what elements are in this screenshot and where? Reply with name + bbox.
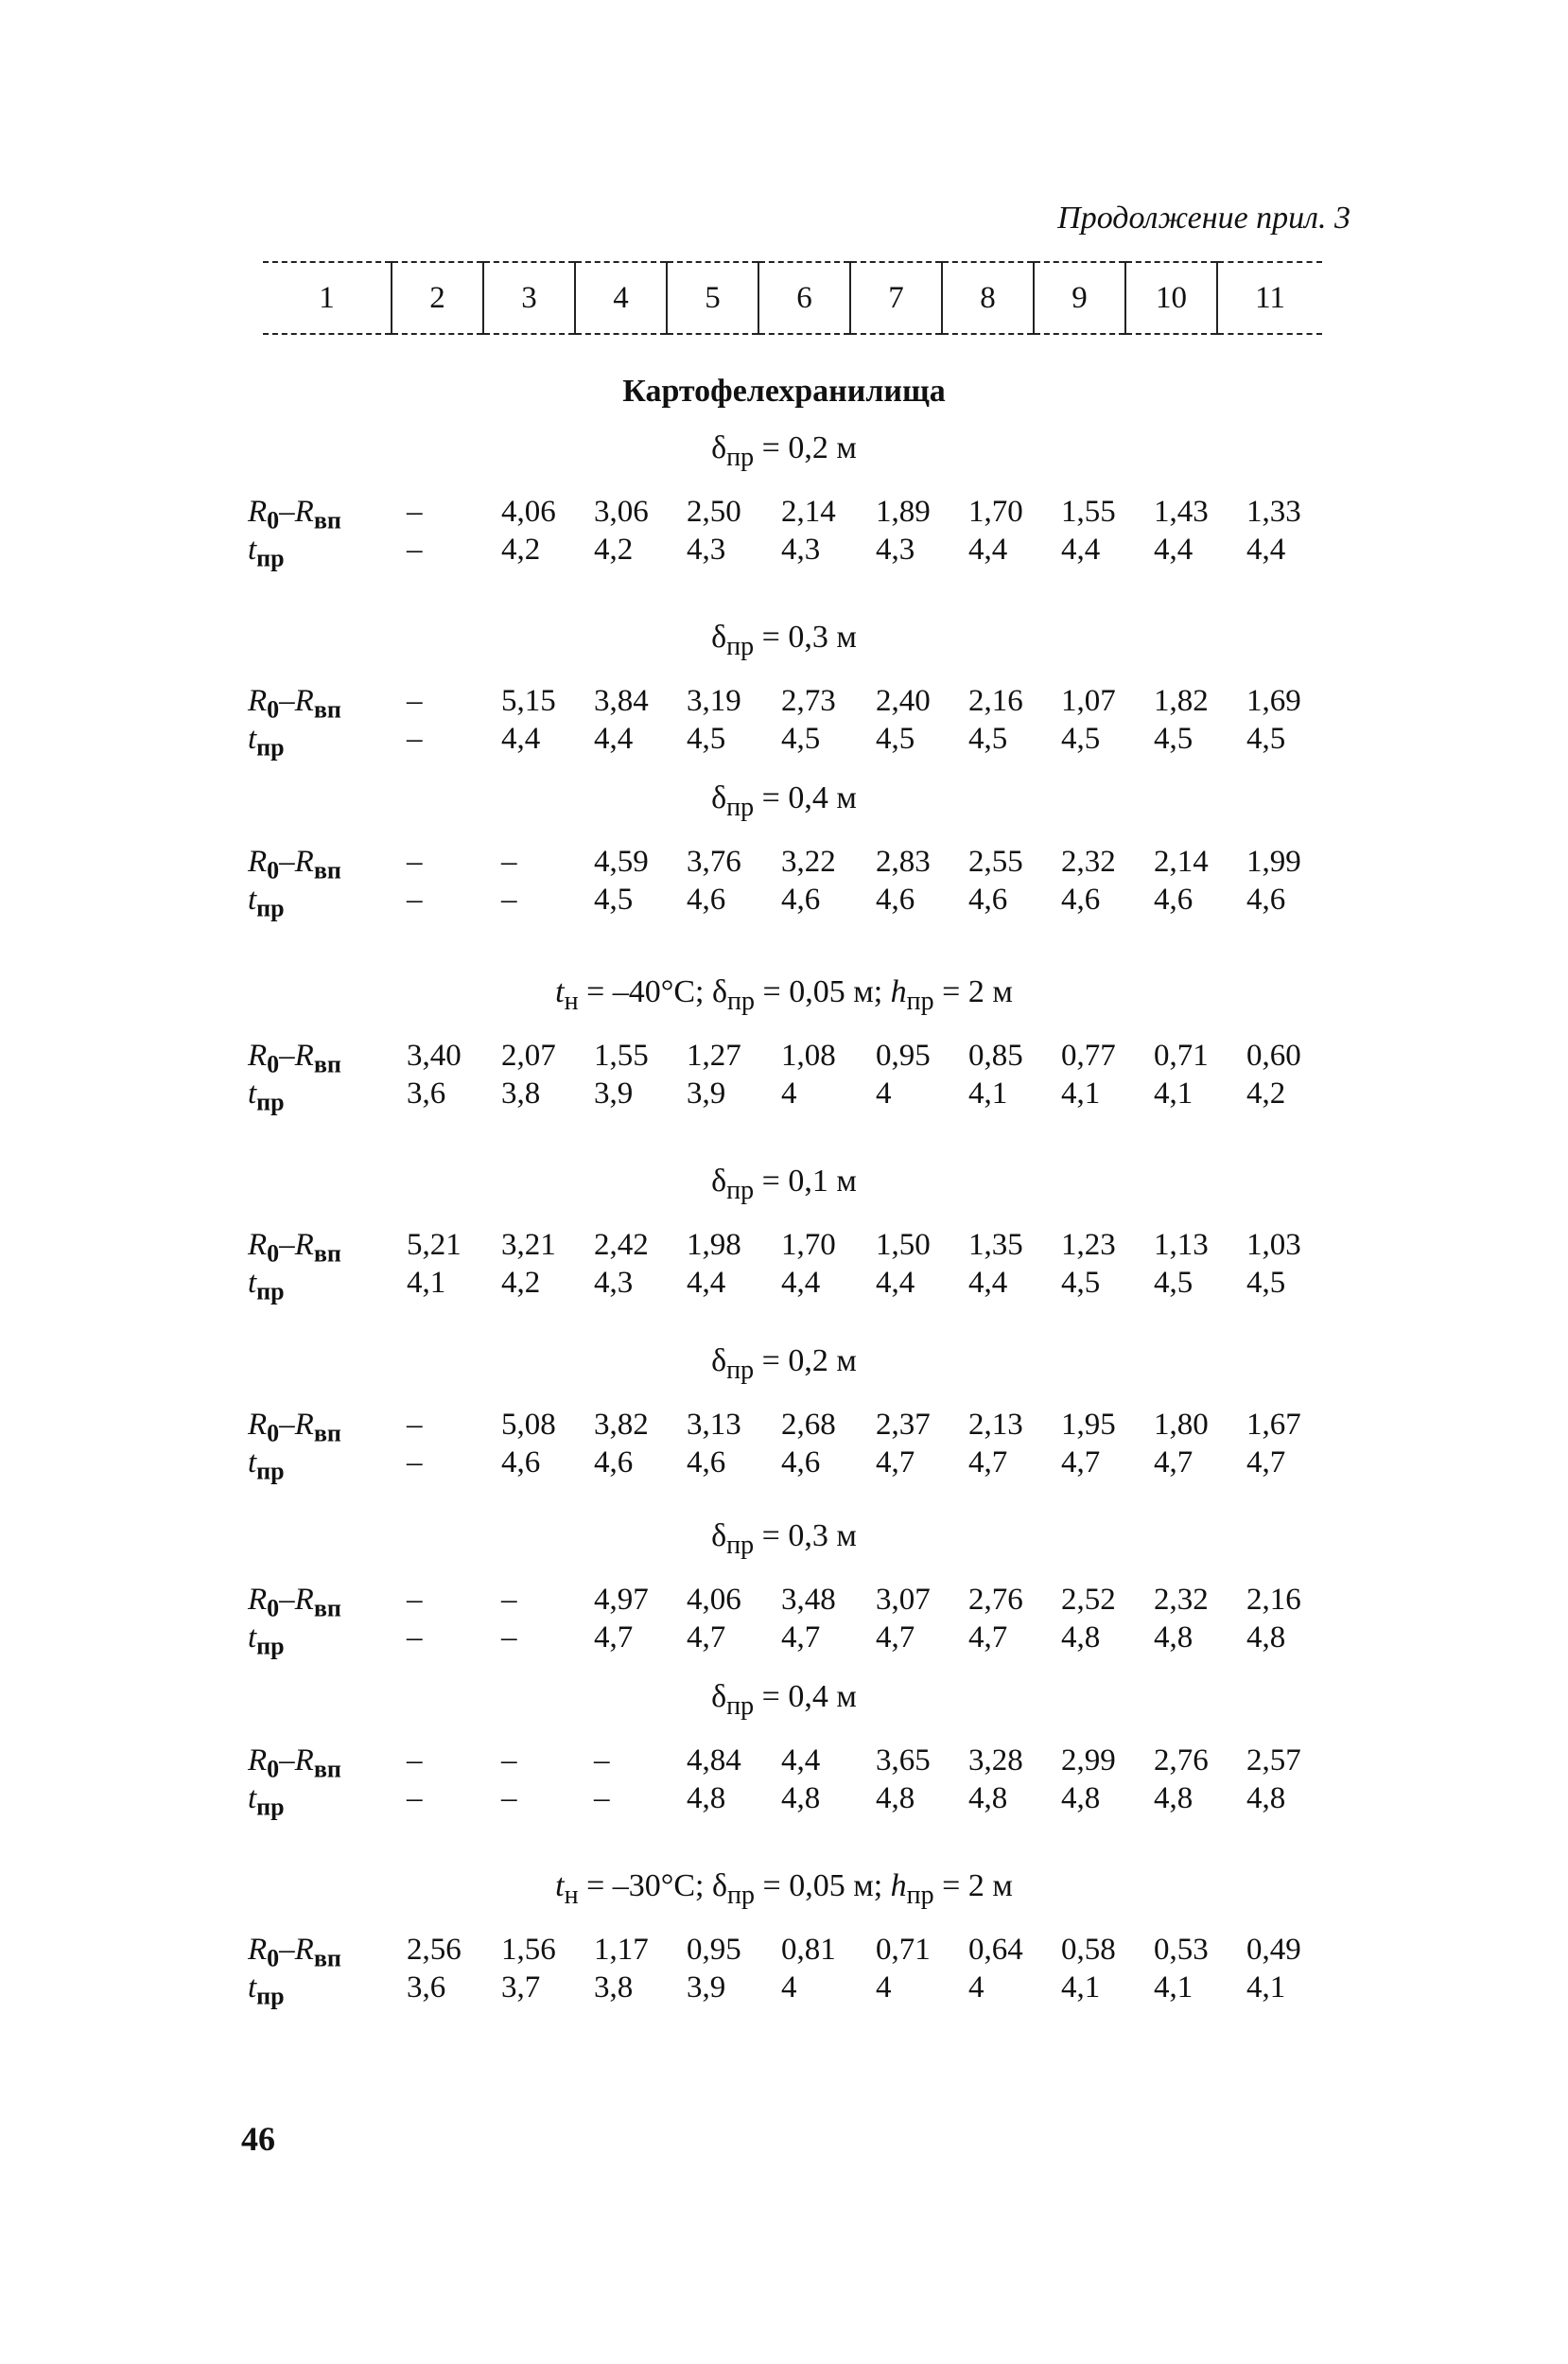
value-cell: 1,56 (501, 1933, 556, 1967)
value-cell: 2,56 (407, 1933, 462, 1967)
value-cell: 1,35 (968, 1228, 1023, 1262)
value-cell: 3,48 (781, 1583, 836, 1617)
value-cell: 3,76 (687, 845, 741, 879)
row-label-resistance: $R_0-R_{вп}$ (248, 1583, 341, 1622)
value-cell: 4,97 (594, 1583, 649, 1617)
resistance-row (0, 1039, 1568, 1077)
condition-heading: $t_н = -40^\circ С$; $\delta_{пр} = 0,05$ м; $h_{пр} = 2$ м (555, 974, 1013, 1016)
value-cell: 4,7 (781, 1620, 821, 1655)
value-cell: 2,99 (1061, 1743, 1116, 1777)
row-label-temperature: $t_{пр}$ (248, 883, 285, 922)
row-label-temperature: $t_{пр}$ (248, 533, 285, 572)
value-cell: 3,06 (594, 495, 649, 529)
value-cell: – (501, 1583, 517, 1617)
value-cell: 4,6 (781, 1445, 821, 1480)
value-cell: 1,67 (1246, 1408, 1301, 1442)
value-cell: 1,99 (1246, 845, 1301, 879)
column-header-7: 7 (850, 262, 942, 334)
value-cell: 4,2 (594, 533, 634, 567)
resistance-row (0, 684, 1568, 722)
temperature-row (0, 722, 1568, 760)
value-cell: 4,5 (1154, 722, 1193, 756)
column-header-10: 10 (1125, 262, 1217, 334)
row-label-temperature: $t_{пр}$ (248, 1781, 285, 1821)
value-cell: 4 (876, 1970, 892, 2005)
column-header-9: 9 (1034, 262, 1125, 334)
value-cell: 4,1 (1061, 1970, 1101, 2005)
value-cell: – (501, 845, 517, 879)
temperature-row (0, 1970, 1568, 2008)
column-header-11: 11 (1217, 262, 1322, 334)
value-cell: 5,15 (501, 684, 556, 718)
value-cell: 4,8 (1061, 1620, 1101, 1655)
value-cell: 4,1 (1154, 1970, 1193, 2005)
condition-heading: $\delta_{пр} = 0,1$ м (711, 1164, 857, 1205)
row-label-temperature: $t_{пр}$ (248, 722, 285, 762)
resistance-row (0, 1228, 1568, 1266)
value-cell: 3,6 (407, 1970, 446, 2005)
value-cell: 3,9 (687, 1077, 726, 1111)
value-cell: 3,13 (687, 1408, 741, 1442)
value-cell: 3,21 (501, 1228, 556, 1262)
condition-heading: $\delta_{пр} = 0,3$ м (711, 1518, 857, 1560)
value-cell: – (501, 1743, 517, 1777)
row-label-resistance: $R_0-R_{вп}$ (248, 1933, 341, 1972)
value-cell: 3,8 (594, 1970, 634, 2005)
value-cell: 1,98 (687, 1228, 741, 1262)
temperature-row (0, 1620, 1568, 1658)
column-header-8: 8 (942, 262, 1034, 334)
resistance-row (0, 845, 1568, 883)
value-cell: 4,3 (781, 533, 821, 567)
value-cell: 4,8 (1154, 1620, 1193, 1655)
row-label-temperature: $t_{пр}$ (248, 1620, 285, 1660)
value-cell: 4,8 (1061, 1781, 1101, 1815)
value-cell: 3,8 (501, 1077, 541, 1111)
value-cell: 4,8 (687, 1781, 726, 1815)
value-cell: 4,6 (781, 883, 821, 917)
value-cell: 4,4 (781, 1266, 821, 1300)
temperature-row (0, 533, 1568, 570)
row-label-temperature: $t_{пр}$ (248, 1266, 285, 1305)
condition-heading: $\delta_{пр} = 0,4$ м (711, 1679, 857, 1721)
resistance-row (0, 1743, 1568, 1781)
resistance-row (0, 1933, 1568, 1970)
value-cell: 0,85 (968, 1039, 1023, 1073)
value-cell: 0,53 (1154, 1933, 1209, 1967)
value-cell: 4 (781, 1970, 797, 2005)
value-cell: 4,5 (1061, 722, 1101, 756)
value-cell: 2,50 (687, 495, 741, 529)
value-cell: 2,14 (1154, 845, 1209, 879)
value-cell: – (501, 1620, 517, 1655)
value-cell: 0,60 (1246, 1039, 1301, 1073)
value-cell: 2,55 (968, 845, 1023, 879)
value-cell: 4,6 (594, 1445, 634, 1480)
temperature-row (0, 883, 1568, 920)
value-cell: – (407, 533, 423, 567)
value-cell: 5,08 (501, 1408, 556, 1442)
value-cell: 1,13 (1154, 1228, 1209, 1262)
value-cell: 5,21 (407, 1228, 462, 1262)
row-label-temperature: $t_{пр}$ (248, 1077, 285, 1116)
value-cell: 4,5 (1061, 1266, 1101, 1300)
temperature-row (0, 1445, 1568, 1483)
value-cell: 4,4 (968, 1266, 1008, 1300)
value-cell: 1,82 (1154, 684, 1209, 718)
row-label-temperature: $t_{пр}$ (248, 1970, 285, 2010)
value-cell: 2,16 (968, 684, 1023, 718)
value-cell: 4,4 (1246, 533, 1286, 567)
value-cell: – (407, 845, 423, 879)
value-cell: 2,37 (876, 1408, 931, 1442)
value-cell: 4,8 (781, 1781, 821, 1815)
value-cell: – (407, 684, 423, 718)
value-cell: 4,4 (501, 722, 541, 756)
value-cell: 4 (876, 1077, 892, 1111)
resistance-row (0, 1583, 1568, 1620)
resistance-row (0, 495, 1568, 533)
value-cell: 4,4 (594, 722, 634, 756)
value-cell: – (501, 883, 517, 917)
value-cell: – (407, 495, 423, 529)
value-cell: 3,9 (687, 1970, 726, 2005)
value-cell: 4,7 (1061, 1445, 1101, 1480)
column-header-row (263, 262, 1322, 334)
value-cell: 4,8 (1246, 1620, 1286, 1655)
value-cell: 4,7 (968, 1445, 1008, 1480)
value-cell: 4,6 (876, 883, 915, 917)
value-cell: 0,77 (1061, 1039, 1116, 1073)
value-cell: 2,42 (594, 1228, 649, 1262)
value-cell: – (407, 1781, 423, 1815)
section-title: Картофелехранилища (622, 374, 946, 409)
value-cell: 3,22 (781, 845, 836, 879)
column-header-6: 6 (758, 262, 850, 334)
value-cell: 3,6 (407, 1077, 446, 1111)
column-header-4: 4 (575, 262, 667, 334)
value-cell: 1,70 (968, 495, 1023, 529)
value-cell: 3,65 (876, 1743, 931, 1777)
value-cell: – (594, 1743, 610, 1777)
temperature-row (0, 1781, 1568, 1819)
value-cell: 4,1 (968, 1077, 1008, 1111)
row-label-resistance: $R_0-R_{вп}$ (248, 845, 341, 884)
value-cell: 4,4 (876, 1266, 915, 1300)
value-cell: 4,5 (1246, 1266, 1286, 1300)
value-cell: 4,8 (1154, 1781, 1193, 1815)
condition-heading: $\delta_{пр} = 0,2$ м (711, 430, 857, 472)
value-cell: 4,5 (594, 883, 634, 917)
value-cell: 2,40 (876, 684, 931, 718)
value-cell: 4,6 (501, 1445, 541, 1480)
value-cell: – (407, 1620, 423, 1655)
value-cell: 1,89 (876, 495, 931, 529)
value-cell: 4,5 (876, 722, 915, 756)
column-header-3: 3 (483, 262, 575, 334)
value-cell: 4,7 (968, 1620, 1008, 1655)
value-cell: 1,27 (687, 1039, 741, 1073)
value-cell: 4,2 (501, 533, 541, 567)
row-label-resistance: $R_0-R_{вп}$ (248, 684, 341, 724)
value-cell: 4,1 (407, 1266, 446, 1300)
value-cell: 4,3 (876, 533, 915, 567)
value-cell: 4,5 (687, 722, 726, 756)
value-cell: 1,55 (1061, 495, 1116, 529)
value-cell: 0,95 (876, 1039, 931, 1073)
value-cell: 4,4 (687, 1266, 726, 1300)
value-cell: 1,80 (1154, 1408, 1209, 1442)
value-cell: 4,06 (501, 495, 556, 529)
value-cell: – (407, 1408, 423, 1442)
value-cell: 3,07 (876, 1583, 931, 1617)
row-label-resistance: $R_0-R_{вп}$ (248, 1228, 341, 1268)
value-cell: 4,6 (1061, 883, 1101, 917)
value-cell: 4,8 (968, 1781, 1008, 1815)
value-cell: 4 (968, 1970, 984, 2005)
value-cell: – (407, 1445, 423, 1480)
value-cell: 4,8 (876, 1781, 915, 1815)
value-cell: 3,9 (594, 1077, 634, 1111)
column-header-table (263, 261, 1322, 335)
value-cell: 4,1 (1154, 1077, 1193, 1111)
value-cell: – (594, 1781, 610, 1815)
value-cell: 3,84 (594, 684, 649, 718)
value-cell: 2,07 (501, 1039, 556, 1073)
value-cell: 4,6 (1246, 883, 1286, 917)
value-cell: 1,33 (1246, 495, 1301, 529)
value-cell: 2,73 (781, 684, 836, 718)
value-cell: 3,82 (594, 1408, 649, 1442)
value-cell: 4,7 (876, 1620, 915, 1655)
value-cell: 0,95 (687, 1933, 741, 1967)
value-cell: 1,03 (1246, 1228, 1301, 1262)
value-cell: 2,76 (1154, 1743, 1209, 1777)
value-cell: 1,50 (876, 1228, 931, 1262)
value-cell: 1,55 (594, 1039, 649, 1073)
value-cell: 4,84 (687, 1743, 741, 1777)
value-cell: 4,7 (876, 1445, 915, 1480)
value-cell: 4,7 (1246, 1445, 1286, 1480)
value-cell: – (407, 722, 423, 756)
row-label-resistance: $R_0-R_{вп}$ (248, 495, 341, 534)
row-label-resistance: $R_0-R_{вп}$ (248, 1743, 341, 1783)
value-cell: 0,71 (876, 1933, 931, 1967)
value-cell: 2,16 (1246, 1583, 1301, 1617)
value-cell: 2,76 (968, 1583, 1023, 1617)
value-cell: 4,5 (968, 722, 1008, 756)
condition-heading: $\delta_{пр} = 0,3$ м (711, 620, 857, 661)
value-cell: 0,81 (781, 1933, 836, 1967)
value-cell: – (407, 1743, 423, 1777)
column-header-5: 5 (667, 262, 758, 334)
value-cell: 4,3 (687, 533, 726, 567)
continuation-note: Продолжение прил. 3 (1057, 201, 1350, 236)
page-number: 46 (241, 2120, 275, 2158)
value-cell: 0,49 (1246, 1933, 1301, 1967)
resistance-row (0, 1408, 1568, 1445)
value-cell: 4,59 (594, 845, 649, 879)
value-cell: 3,40 (407, 1039, 462, 1073)
value-cell: – (407, 883, 423, 917)
condition-heading: $\delta_{пр} = 0,2$ м (711, 1343, 857, 1385)
value-cell: 4,1 (1061, 1077, 1101, 1111)
condition-heading: $\delta_{пр} = 0,4$ м (711, 780, 857, 822)
value-cell: 2,14 (781, 495, 836, 529)
value-cell: 2,32 (1061, 845, 1116, 879)
value-cell: 4,5 (781, 722, 821, 756)
value-cell: 4,6 (687, 1445, 726, 1480)
value-cell: 1,95 (1061, 1408, 1116, 1442)
value-cell: 2,83 (876, 845, 931, 879)
value-cell: 1,08 (781, 1039, 836, 1073)
value-cell: 4,6 (968, 883, 1008, 917)
value-cell: 2,57 (1246, 1743, 1301, 1777)
value-cell: 4,06 (687, 1583, 741, 1617)
value-cell: 4,4 (1061, 533, 1101, 567)
value-cell: 4,6 (687, 883, 726, 917)
column-header-2: 2 (392, 262, 483, 334)
column-header-1: 1 (263, 262, 392, 334)
value-cell: 4,2 (501, 1266, 541, 1300)
value-cell: 2,13 (968, 1408, 1023, 1442)
value-cell: 2,68 (781, 1408, 836, 1442)
value-cell: 1,17 (594, 1933, 649, 1967)
value-cell: – (407, 1583, 423, 1617)
value-cell: 2,52 (1061, 1583, 1116, 1617)
value-cell: 4,4 (781, 1743, 821, 1777)
temperature-row (0, 1077, 1568, 1114)
value-cell: 3,28 (968, 1743, 1023, 1777)
value-cell: 4,1 (1246, 1970, 1286, 2005)
value-cell: 4 (781, 1077, 797, 1111)
value-cell: 3,19 (687, 684, 741, 718)
value-cell: 1,07 (1061, 684, 1116, 718)
value-cell: 4,8 (1246, 1781, 1286, 1815)
value-cell: 4,6 (1154, 883, 1193, 917)
value-cell: 1,23 (1061, 1228, 1116, 1262)
value-cell: 0,64 (968, 1933, 1023, 1967)
value-cell: 4,5 (1154, 1266, 1193, 1300)
value-cell: 4,7 (594, 1620, 634, 1655)
temperature-row (0, 1266, 1568, 1304)
value-cell: 4,2 (1246, 1077, 1286, 1111)
value-cell: 1,43 (1154, 495, 1209, 529)
value-cell: 0,58 (1061, 1933, 1116, 1967)
value-cell: 4,7 (1154, 1445, 1193, 1480)
value-cell: 0,71 (1154, 1039, 1209, 1073)
value-cell: 3,7 (501, 1970, 541, 2005)
value-cell: 2,32 (1154, 1583, 1209, 1617)
condition-heading: $t_н = -30^\circ С$; $\delta_{пр} = 0,05$ м; $h_{пр} = 2$ м (555, 1868, 1013, 1910)
value-cell: 1,69 (1246, 684, 1301, 718)
value-cell: 4,7 (687, 1620, 726, 1655)
value-cell: 4,4 (968, 533, 1008, 567)
value-cell: 1,70 (781, 1228, 836, 1262)
value-cell: 4,4 (1154, 533, 1193, 567)
value-cell: 4,3 (594, 1266, 634, 1300)
value-cell: – (501, 1781, 517, 1815)
row-label-resistance: $R_0-R_{вп}$ (248, 1408, 341, 1447)
value-cell: 4,5 (1246, 722, 1286, 756)
row-label-temperature: $t_{пр}$ (248, 1445, 285, 1485)
row-label-resistance: $R_0-R_{вп}$ (248, 1039, 341, 1078)
